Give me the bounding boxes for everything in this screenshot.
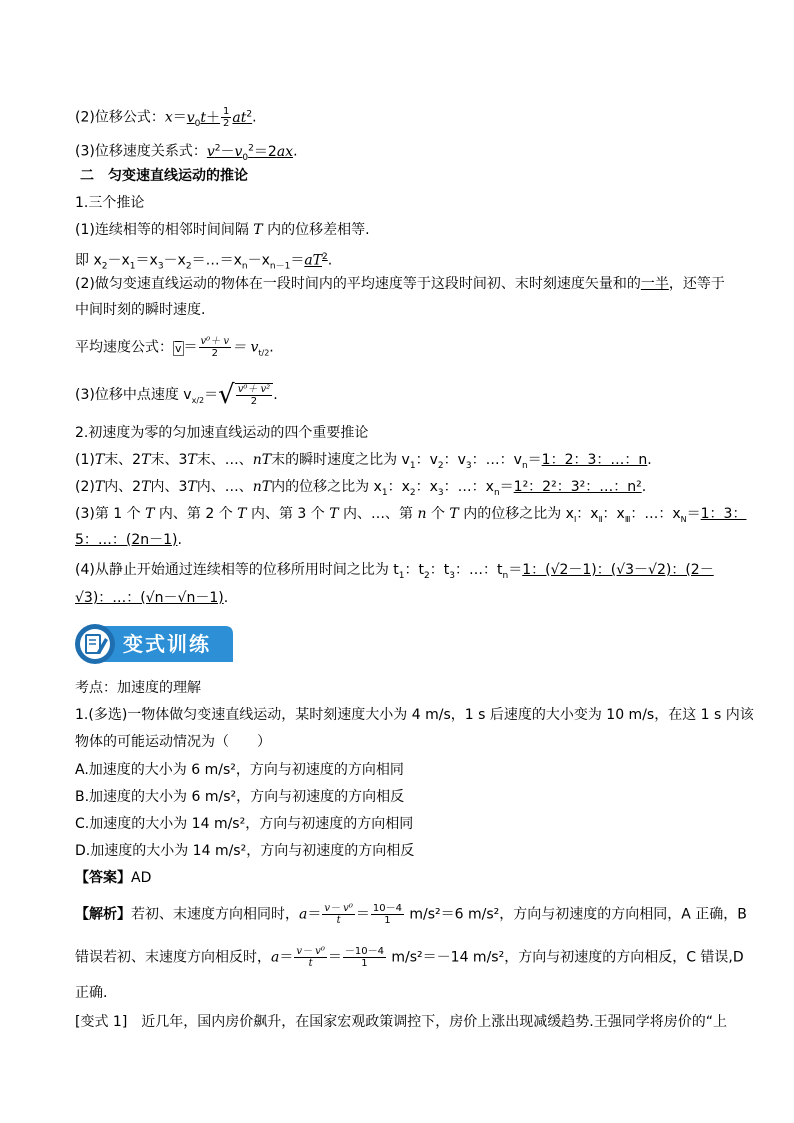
corollary-1: (1)连续相等的相邻时间间隔 T 内的位移差相等. [75, 222, 370, 238]
corollary-velocity-ratio: (1)T末、2T末、3T末、…、nT末的瞬时速度之比为 $v_1$：$v_2$：$v_3$：…：$v_n=1$：2：3：…：n. [75, 452, 652, 471]
question-1-stem: 1.(多选)一物体做匀变速直线运动，某时刻速度大小为 4 m/s，1 s 后速度的大小变为 10 m/s，在这 1 s 内该 [75, 707, 754, 723]
practice-banner [75, 622, 235, 666]
corollary-displacement-ratio: (2)T内、2T内、3T内、…、nT内的位移之比为 $x_1$：$x_2$：$x_3$：…：$x_n=1^2$：2²：3²：…：n². [75, 479, 647, 498]
corollary-1-formula: 即 $x_2-x_1=x_3-x_2=\dots=x_n-x_{n-1}=aT^2$. [75, 252, 333, 272]
variant-1-stem: [变式 1] 近几年，国内房价飙升，在国家宏观政策调控下，房价上涨出现减缓趋势.王强同学将房价的“上 [75, 1014, 727, 1030]
corollary-successive-displacement: (3)第 1 个 T 内、第 2 个 T 内、第 3 个 T 内、…、第 n 个 T 内的位移之比为 $x_Ⅰ$：$x_Ⅱ$：$x_Ⅲ$：…：$x_N=1$：3： [75, 506, 747, 524]
corollary-time-ratio-cont: √3)：…：(√n－√n－1). [75, 590, 229, 606]
answer-line: 【答案】AD [75, 870, 152, 886]
average-velocity-formula: 平均速度公式： $\overline{v}$ ＝ $\frac{\text{v⁰＋ v}}{2}$ ＝ $v_{t/2}$. [75, 336, 274, 359]
option-a: A.加速度的大小为 6 m/s²，方向与初速度的方向相同 [75, 762, 404, 778]
explanation-line-2: 错误若初、末速度方向相反时，a＝ $\frac{\text{v－ v⁰}}{t}$ ＝ $\frac{-10-4}{1}$ m/s²＝－14 m/s²，方向与初速度的方向相反，C 错误,D [75, 946, 744, 969]
option-c: C.加速度的大小为 14 m/s²，方向与初速度的方向相同 [75, 816, 414, 832]
explanation-line-1: 【解析】若初、末速度方向相同时，a＝ $\frac{\text{v－ v⁰}}{t}$ ＝ $\frac{10-4}{1}$ m/s²＝6 m/s²，方向与初速度的方向相同，A 正确，B [75, 903, 747, 926]
vbar-symbol: $\overline{v}$ [175, 341, 182, 355]
subheading-four-corollaries: 2.初速度为零的匀加速直线运动的四个重要推论 [75, 425, 369, 441]
topic-label: 考点：加速度的理解 [75, 680, 201, 696]
corollary-2: (2)做匀变速直线运动的物体在一段时间内的平均速度等于这段时间初、末时刻速度矢量和的一半，还等于 [75, 276, 725, 292]
corollary-successive-displacement-cont: 5：…：(2n－1). [75, 532, 182, 548]
corollary-time-ratio: (4)从静止开始通过连续相等的位移所用时间之比为 $t_1$：$t_2$：$t_3$：…：$t_n=1$：(√2－1)：(√3－√2)：(2－ [75, 562, 714, 581]
midpoint-velocity-formula: (3)位移中点速度 $v_{x/2}=√$ $\frac{\text{v⁰＋ v²}}{2}$ . [75, 380, 278, 410]
velocity-displacement-formula: (3)位移速度关系式：$v^2-v_0^2=2ax$. [75, 143, 298, 163]
subheading-three-corollaries: 1.三个推论 [75, 195, 145, 211]
explanation-line-3: 正确. [75, 985, 108, 1001]
option-d: D.加速度的大小为 14 m/s²，方向与初速度的方向相反 [75, 843, 415, 859]
section-heading: 二 匀变速直线运动的推论 [80, 168, 248, 184]
corollary-2-cont: 中间时刻的瞬时速度. [75, 302, 206, 318]
option-b: B.加速度的大小为 6 m/s²，方向与初速度的方向相反 [75, 789, 405, 805]
banner-title: 变式训练 [123, 632, 211, 656]
displacement-formula: (2)位移公式：$x=v_0t+$ $\frac{1}{2}$ $at^2$. [75, 106, 257, 130]
question-1-stem-cont: 物体的可能运动情况为（ ） [75, 734, 271, 750]
